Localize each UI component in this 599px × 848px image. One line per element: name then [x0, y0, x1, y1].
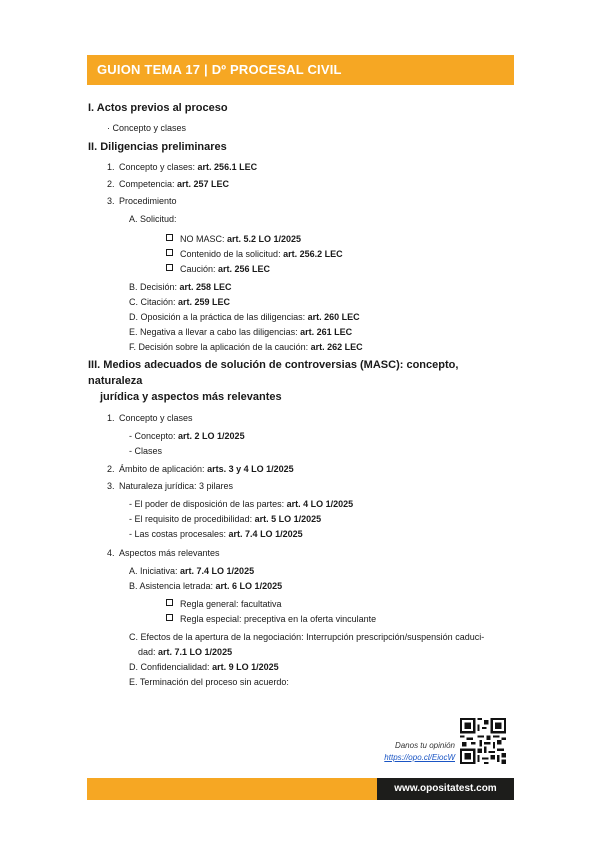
qr-code-icon[interactable]: [460, 718, 506, 764]
list-item: D. Oposición a la práctica de las diligencias: art. 260 LEC: [129, 312, 360, 322]
list-item: · Concepto y clases: [107, 123, 187, 133]
outline: [88, 100, 513, 690]
feedback-block: [384, 740, 455, 764]
square-bullet-icon: [166, 264, 173, 271]
list-item: Caución: art. 256 LEC: [166, 262, 513, 277]
list-item: F. Decisión sobre la aplicación de la caución: art. 262 LEC: [129, 342, 363, 352]
footer-site[interactable]: www.opositatest.com: [377, 778, 514, 800]
footer-accent-bar: [87, 778, 377, 800]
feedback-label: Danos tu opinión: [394, 741, 455, 750]
list-item: 4. Aspectos más relevantes: [107, 548, 220, 558]
list-item: A. Solicitud:: [129, 214, 177, 224]
list-item: - El poder de disposición de las partes: art. 4 LO 1/2025: [129, 499, 354, 509]
section-heading-1: I. Actos previos al proceso: [88, 102, 228, 114]
list-item: E. Terminación del proceso sin acuerdo:: [129, 677, 289, 687]
list-item: Contenido de la solicitud: art. 256.2 LEC: [166, 247, 513, 262]
list-item: 1. Concepto y clases: art. 256.1 LEC: [107, 162, 258, 172]
list-item: 3. Procedimiento: [107, 196, 177, 206]
square-bullet-icon: [166, 599, 173, 606]
section-heading-3: III. Medios adecuados de solución de controversias (MASC): concepto, naturaleza: [88, 359, 459, 387]
section-heading-3-continued: jurídica y aspectos más relevantes: [100, 391, 282, 403]
list-item: 3. Naturaleza jurídica: 3 pilares: [107, 481, 234, 491]
list-item: - Clases: [129, 446, 163, 456]
list-item: Regla general: facultativa: [166, 597, 513, 612]
list-item: - El requisito de procedibilidad: art. 5 LO 1/2025: [129, 514, 322, 524]
list-item: NO MASC: art. 5.2 LO 1/2025: [166, 232, 513, 247]
list-item: C. Efectos de la apertura de la negociación: Interrupción prescripción/suspensión caduci-: [129, 632, 485, 642]
list-item: - Las costas procesales: art. 7.4 LO 1/2025: [129, 529, 303, 539]
square-bullet-icon: [166, 614, 173, 621]
list-item: B. Asistencia letrada: art. 6 LO 1/2025: [129, 581, 283, 591]
square-bullet-icon: [166, 249, 173, 256]
list-item: B. Decisión: art. 258 LEC: [129, 282, 232, 292]
feedback-link[interactable]: https://opo.cl/EiocW: [384, 753, 455, 762]
list-item: 2. Ámbito de aplicación: arts. 3 y 4 LO 1/2025: [107, 464, 294, 474]
list-item: E. Negativa a llevar a cabo las diligencias: art. 261 LEC: [129, 327, 353, 337]
list-item: A. Iniciativa: art. 7.4 LO 1/2025: [129, 566, 255, 576]
page-title: GUION TEMA 17 | Dº PROCESAL CIVIL: [87, 55, 514, 85]
square-bullet-icon: [166, 234, 173, 241]
section-heading-2: II. Diligencias preliminares: [88, 141, 227, 153]
list-item: Regla especial: preceptiva en la oferta vinculante: [166, 612, 513, 627]
list-item-continued: dad: art. 7.1 LO 1/2025: [138, 647, 233, 657]
list-item: C. Citación: art. 259 LEC: [129, 297, 231, 307]
list-item: 1. Concepto y clases: [107, 413, 193, 423]
list-item: D. Confidencialidad: art. 9 LO 1/2025: [129, 662, 279, 672]
list-item: 2. Competencia: art. 257 LEC: [107, 179, 230, 189]
list-item: - Concepto: art. 2 LO 1/2025: [129, 431, 245, 441]
